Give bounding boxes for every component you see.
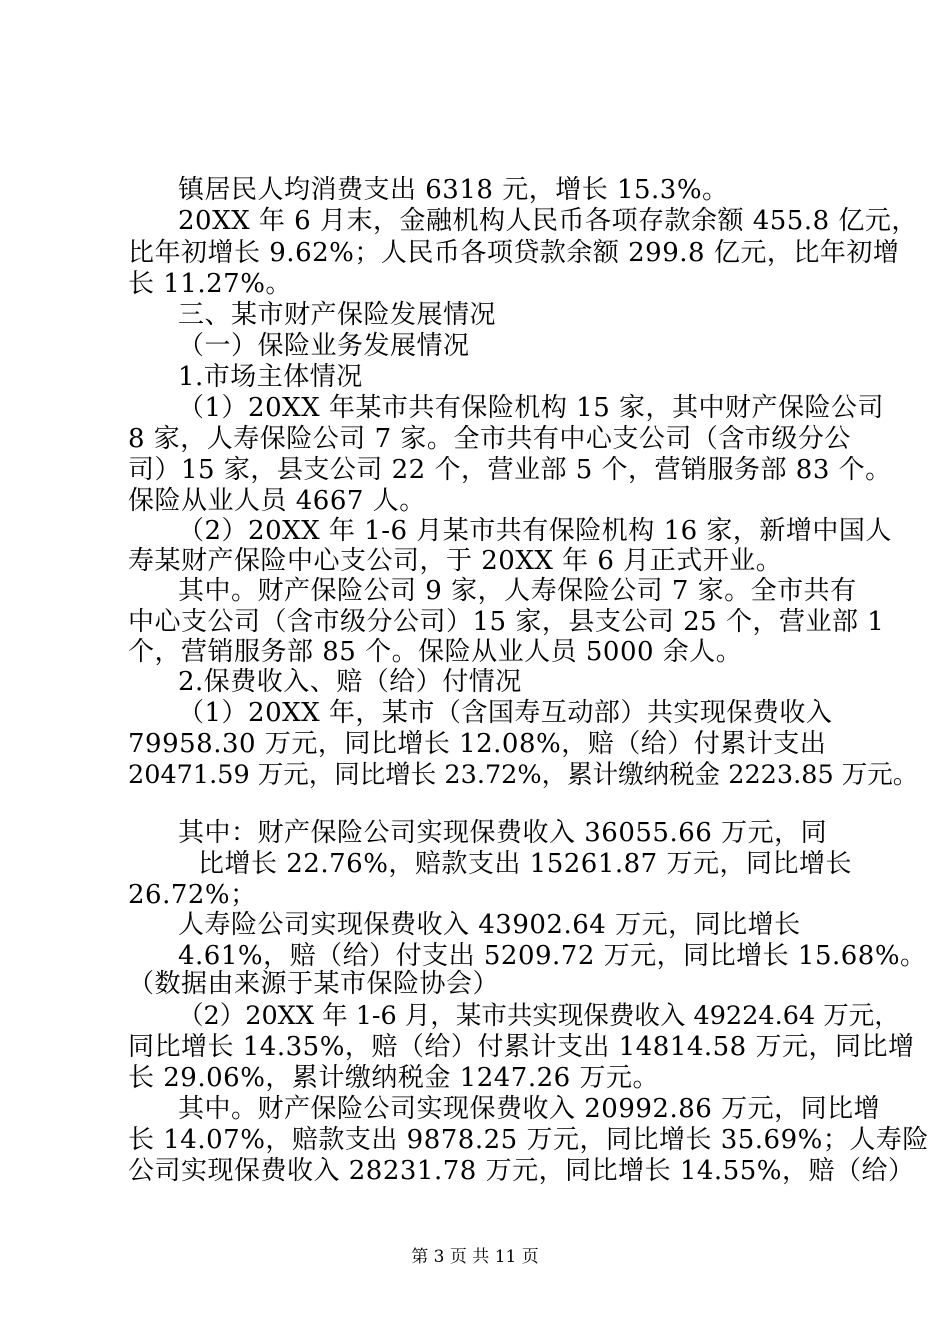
body-line: 长 11.27%。 <box>128 269 292 299</box>
body-line: 26.72%； <box>128 880 257 910</box>
body-line: （数据由来源于某市保险协会） <box>128 969 500 999</box>
section-heading: 三、某市财产保险发展情况 <box>178 300 497 330</box>
body-line: 公司实现保费收入 28231.78 万元，同比增长 14.55%，赔（给） <box>128 1156 915 1186</box>
subsection-heading: （一）保险业务发展情况 <box>178 331 470 361</box>
body-line: （1）20XX 年某市共有保险机构 15 家，其中财产保险公司 <box>178 393 885 423</box>
body-line: 人寿险公司实现保费收入 43902.64 万元，同比增长 <box>178 910 801 940</box>
body-line: （2）20XX 年 1-6 月某市共有保险机构 16 家，新增中国人 <box>178 516 892 546</box>
item-heading: 2.保费收入、赔（给）付情况 <box>178 667 522 697</box>
body-line: 4.61%，赔（给）付支出 5209.72 万元，同比增长 15.68%。 <box>178 941 927 971</box>
body-line: （2）20XX 年 1-6 月，某市共实现保费收入 49224.64 万元， <box>178 1001 900 1031</box>
body-line: 同比增长 14.35%，赔（给）付累计支出 14814.58 万元，同比增 <box>128 1032 915 1062</box>
body-line: 中心支公司（含市级分公司）15 家，县支公司 25 个，营业部 1 <box>128 607 885 637</box>
body-line: 20XX 年 6 月末，金融机构人民币各项存款余额 455.8 亿元， <box>178 206 918 236</box>
body-line: 长 14.07%，赔款支出 9878.25 万元，同比增长 35.69%；人寿险 <box>128 1125 929 1155</box>
body-line: （1）20XX 年，某市（含国寿互动部）共实现保费收入 <box>178 698 833 728</box>
body-line: 比年初增长 9.62%；人民币各项贷款余额 299.8 亿元，比年初增 <box>128 238 900 268</box>
body-line: 20471.59 万元，同比增长 23.72%，累计缴纳税金 2223.85 万元。 <box>128 760 919 790</box>
body-line: 比增长 22.76%，赔款支出 15261.87 万元，同比增长 <box>198 849 852 879</box>
body-line: 保险从业人员 4667 人。 <box>128 486 426 516</box>
item-heading: 1.市场主体情况 <box>178 362 363 392</box>
body-line: 8 家，人寿保险公司 7 家。全市共有中心支公司（含市级分公 <box>128 424 851 454</box>
page-footer: 第 3 页 共 11 页 <box>411 1247 539 1267</box>
body-line: 其中。财产保险公司 9 家，人寿保险公司 7 家。全市共有 <box>178 576 857 606</box>
body-line: 其中。财产保险公司实现保费收入 20992.86 万元，同比增 <box>178 1094 881 1124</box>
body-line: 79958.30 万元，同比增长 12.08%，赔（给）付累计支出 <box>128 729 827 759</box>
body-line: 长 29.06%，累计缴纳税金 1247.26 万元。 <box>128 1063 659 1093</box>
body-line: 个，营销服务部 85 个。保险从业人员 5000 余人。 <box>128 637 743 667</box>
body-line: 镇居民人均消费支出 6318 元，增长 15.3%。 <box>178 175 729 205</box>
body-line: 司）15 家，县支公司 22 个，营业部 5 个，营销服务部 83 个。 <box>128 455 892 485</box>
body-line: 其中：财产保险公司实现保费收入 36055.66 万元，同 <box>178 818 828 848</box>
body-line: 寿某财产保险中心支公司，于 20XX 年 6 月正式开业。 <box>128 546 783 576</box>
